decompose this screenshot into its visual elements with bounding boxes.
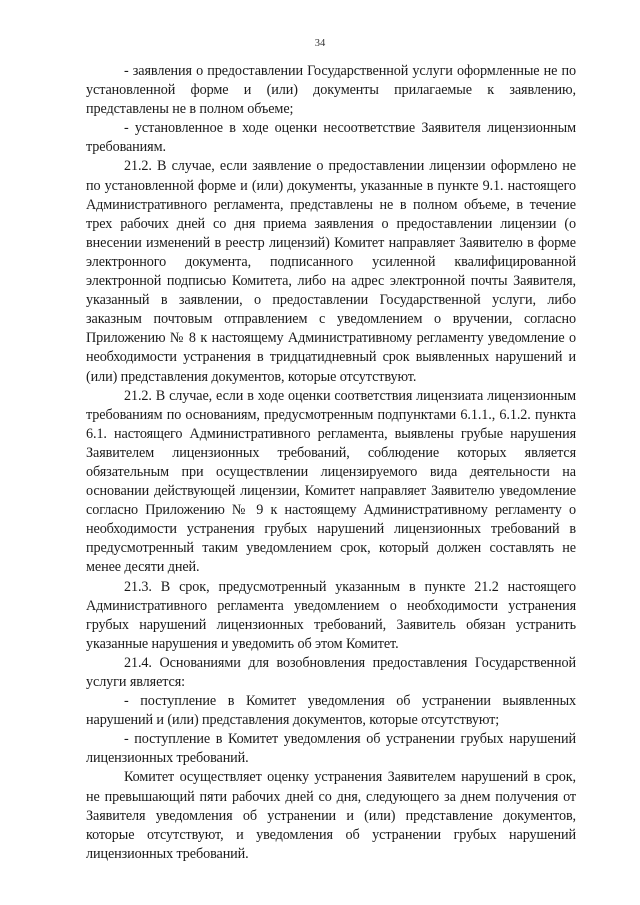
paragraph: Комитет осуществляет оценку устранения Заявителем нарушений в срок, не превышающий пяти рабочих дней со дня, следующего за днем получения от Заявителя уведомления об устранении и (или) представление документов, которые отсутствуют, и уведомления об устранении грубых нарушений лицензионных требований. xyxy=(86,769,576,862)
paragraph: 21.3. В срок, предусмотренный указанным в пункте 21.2 настоящего Административного регламента уведомлением о необходимости устранения грубых нарушений лицензионных требований, Заявитель обязан устранить указанные нарушения и уведомить об этом Комитет. xyxy=(86,578,576,652)
paragraph: - поступление в Комитет уведомления об устранении грубых нарушений лицензионных требований. xyxy=(86,731,576,767)
paragraph: 21.2. В случае, если в ходе оценки соответствия лицензиата лицензионным требованиям по основаниям, предусмотренным подпунктами 6.1.1., 6.1.2. пункта 6.1. настоящего Административного регламента, выявлены грубые нарушения Заявителем лицензионных требований, соблюдение которых является обязательным при осуществлении лицензируемого вида деятельности на основании действующей лицензии, Комитет направляет Заявителю уведомление согласно Приложению № 9 к настоящему Административному регламенту о необходимости устранения грубых нарушений лицензионных требований в предусмотренный таким уведомлением срок, который должен составлять не менее десяти дней. xyxy=(86,387,576,576)
paragraph: - установленное в ходе оценки несоответствие Заявителя лицензионным требованиям. xyxy=(86,120,576,156)
paragraph: - заявления о предоставлении Государственной услуги оформленные не по установленной форме и (или) документы прилагаемые к заявлению, представлены не в полном объеме; xyxy=(86,63,576,118)
paragraph: 21.2. В случае, если заявление о предоставлении лицензии оформлено не по установленной форме и (или) документы, указанные в пункте 9.1. настоящего Административного регламента, представлены не в полном объеме, в течение трех рабочих дней со дня приема заявления о предоставлении лицензии (о внесении изменений в реестр лицензий) Комитет направляет Заявителю в форме электронного документа, подписанного усиленной квалифицированной электронной подписью Комитета, либо на адрес электронной почты Заявителя, указанный в заявлении, о предоставлении Государственной услуги, либо заказным почтовым отправлением с уведомлением о вручении, согласно Приложению № 8 к настоящему Административному регламенту уведомление о необходимости устранения в тридцатидневный срок выявленных нарушений и (или) представления документов, которые отсутствуют. xyxy=(86,158,576,385)
document-body xyxy=(86,62,576,864)
paragraph: 21.4. Основаниями для возобновления предоставления Государственной услуги является: xyxy=(86,654,576,690)
paragraph: - поступление в Комитет уведомления об устранении выявленных нарушений и (или) представления документов, которые отсутствуют; xyxy=(86,693,576,729)
page-number: 34 xyxy=(314,38,326,49)
